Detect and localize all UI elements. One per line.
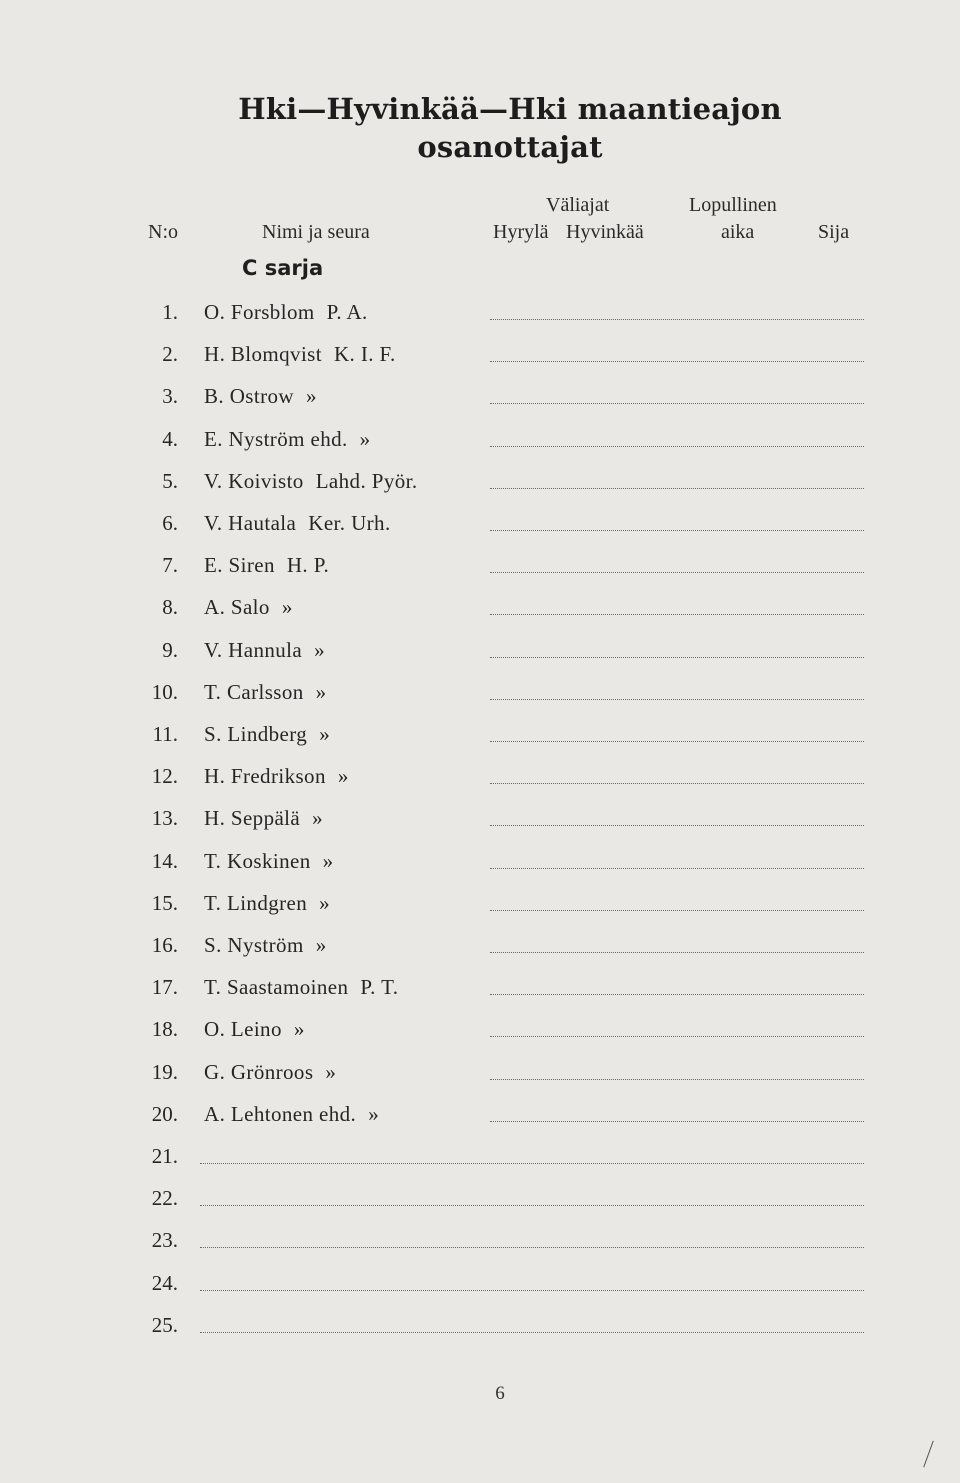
table-row [0, 764, 960, 806]
entry-name [204, 469, 418, 494]
entry-club: » [319, 722, 331, 746]
entry-dotted-line [490, 614, 864, 615]
section-heading: C sarja [242, 256, 324, 280]
entry-number: 15. [151, 890, 178, 915]
entry-dotted-line [490, 825, 864, 826]
entry-dotted-line [200, 1163, 864, 1164]
entry-dotted-line [490, 657, 864, 658]
entry-name [204, 891, 330, 916]
entry-rider: S. Lindberg [204, 722, 308, 746]
entry-dotted-line [490, 446, 864, 447]
entry-club: Lahd. Pyör. [315, 468, 418, 493]
header-splits: Väliajat [546, 194, 610, 216]
entry-number: 10. [151, 679, 178, 704]
entry-number: 16. [151, 933, 178, 957]
entry-dotted-line [490, 361, 864, 362]
table-row [0, 849, 960, 891]
entry-rider: V. Koivisto [204, 468, 304, 493]
entry-name [204, 722, 330, 747]
entry-rider: A. Lehtonen ehd. [204, 1101, 357, 1126]
entry-number: 23. [151, 1228, 178, 1253]
entry-club: P. T. [360, 975, 399, 1000]
entry-name [204, 975, 398, 1000]
entry-number: 11. [152, 722, 178, 746]
entry-rider: T. Carlsson [204, 679, 304, 704]
table-row [0, 806, 960, 848]
entry-number: 6. [162, 511, 178, 535]
entry-club: » [319, 890, 331, 915]
table-row [0, 427, 960, 469]
entry-rider: O. Leino [204, 1017, 282, 1042]
entry-number: 7. [162, 553, 178, 578]
table-row [0, 1017, 960, 1059]
entry-rider: B. Ostrow [204, 384, 294, 409]
header-number: N:o [148, 221, 178, 243]
entry-rider: T. Koskinen [204, 848, 311, 873]
entry-dotted-line [490, 488, 864, 489]
entry-dotted-line [490, 783, 864, 784]
header-name: Nimi ja seura [262, 221, 370, 243]
entry-rider: G. Grönroos [204, 1059, 314, 1084]
entry-dotted-line [490, 572, 864, 573]
entry-name [204, 806, 323, 831]
table-row [0, 1186, 960, 1228]
entry-rider: O. Forsblom [204, 300, 315, 324]
entry-number: 5. [162, 468, 178, 493]
entry-club: » [359, 426, 371, 451]
entry-dotted-line [490, 1079, 864, 1080]
entry-name [204, 764, 349, 789]
entry-number: 25. [151, 1312, 178, 1337]
entry-dotted-line [490, 699, 864, 700]
entry-dotted-line [490, 952, 864, 953]
entry-number: 20. [151, 1101, 178, 1126]
entry-number: 1. [162, 300, 178, 324]
table-row [0, 384, 960, 426]
entry-rider: H. Fredrikson [204, 764, 326, 789]
entry-number: 24. [151, 1270, 178, 1295]
entry-number: 3. [162, 384, 178, 409]
entry-name [204, 511, 391, 536]
entry-rider: V. Hautala [204, 511, 297, 535]
entry-number: 21. [151, 1144, 178, 1168]
entry-club: » [315, 679, 327, 704]
entry-number: 19. [151, 1059, 178, 1084]
entry-club: » [305, 384, 317, 409]
entry-dotted-line [490, 403, 864, 404]
table-row [0, 1144, 960, 1186]
entry-dotted-line [200, 1247, 864, 1248]
page-number: 6 [495, 1383, 505, 1404]
table-row [0, 1271, 960, 1313]
entry-number: 4. [162, 426, 178, 451]
entry-name [204, 1060, 336, 1085]
entry-club: » [312, 806, 324, 831]
table-row [0, 469, 960, 511]
entry-dotted-line [490, 741, 864, 742]
table-row [0, 300, 960, 342]
entry-club: » [325, 1059, 337, 1084]
entry-club: » [368, 1101, 380, 1126]
entry-rider: T. Saastamoinen [204, 975, 349, 1000]
table-row [0, 933, 960, 975]
table-row [0, 1313, 960, 1355]
pencil-mark [923, 1441, 934, 1468]
table-row [0, 638, 960, 680]
table-row [0, 342, 960, 384]
table-row [0, 553, 960, 595]
entry-dotted-line [200, 1332, 864, 1333]
table-row [0, 722, 960, 764]
entry-name [204, 300, 368, 325]
entry-name [204, 384, 317, 409]
header-final-bottom: aika [721, 221, 755, 243]
table-row [0, 1228, 960, 1270]
entry-number: 8. [162, 595, 178, 620]
entry-rider: S. Nyström [204, 933, 304, 957]
entry-name [204, 595, 293, 620]
entry-dotted-line [490, 910, 864, 911]
entry-dotted-line [490, 1036, 864, 1037]
entry-dotted-line [490, 530, 864, 531]
entry-dotted-line [490, 868, 864, 869]
entry-rider: T. Lindgren [204, 890, 308, 915]
entry-number: 2. [162, 342, 178, 367]
entry-number: 14. [151, 848, 178, 873]
entry-name [204, 427, 371, 452]
table-row [0, 1102, 960, 1144]
entry-rider: E. Siren [204, 553, 275, 578]
page-title: Hki—Hyvinkää—Hki maantieajon [238, 92, 782, 126]
entry-dotted-line [200, 1205, 864, 1206]
table-row [0, 1060, 960, 1102]
entry-name [204, 680, 327, 705]
entry-number: 17. [151, 975, 178, 1000]
table-row [0, 891, 960, 933]
entry-club: K. I. F. [333, 342, 396, 367]
entry-club: » [281, 595, 293, 620]
entry-rider: H. Blomqvist [204, 342, 322, 367]
page-subtitle: osanottajat [417, 130, 603, 164]
entry-club: Ker. Urh. [308, 511, 391, 535]
entry-rider: V. Hannula [204, 637, 303, 662]
entry-number: 22. [151, 1186, 178, 1211]
table-row [0, 595, 960, 637]
header-final-top: Lopullinen [689, 194, 777, 216]
entry-name [204, 933, 327, 958]
entry-club: » [315, 933, 327, 957]
entry-rider: H. Seppälä [204, 806, 301, 831]
header-place: Sija [818, 221, 850, 243]
entry-rider: E. Nyström ehd. [204, 426, 348, 451]
entry-rider: A. Salo [204, 595, 270, 620]
entry-name [204, 553, 329, 578]
entry-name [204, 1017, 305, 1042]
table-row [0, 511, 960, 553]
entry-number: 13. [151, 806, 178, 831]
entry-club: » [337, 764, 349, 789]
entry-number: 9. [162, 637, 178, 662]
entry-dotted-line [200, 1290, 864, 1291]
entry-dotted-line [490, 1121, 864, 1122]
entry-dotted-line [490, 994, 864, 995]
entry-club: » [293, 1017, 305, 1042]
entry-name [204, 849, 334, 874]
entry-number: 18. [151, 1017, 178, 1042]
entry-club: P. A. [326, 300, 368, 324]
entry-club: H. P. [286, 553, 330, 578]
header-split-hyryla: Hyrylä [493, 221, 549, 243]
entry-name [204, 1102, 379, 1127]
header-split-hyvinkaa: Hyvinkää [566, 221, 644, 243]
entry-name [204, 638, 325, 663]
entry-dotted-line [490, 319, 864, 320]
entry-number: 12. [151, 764, 178, 789]
entry-club: » [322, 848, 334, 873]
table-row [0, 975, 960, 1017]
table-row [0, 680, 960, 722]
entry-name [204, 342, 396, 367]
entry-club: » [314, 637, 326, 662]
